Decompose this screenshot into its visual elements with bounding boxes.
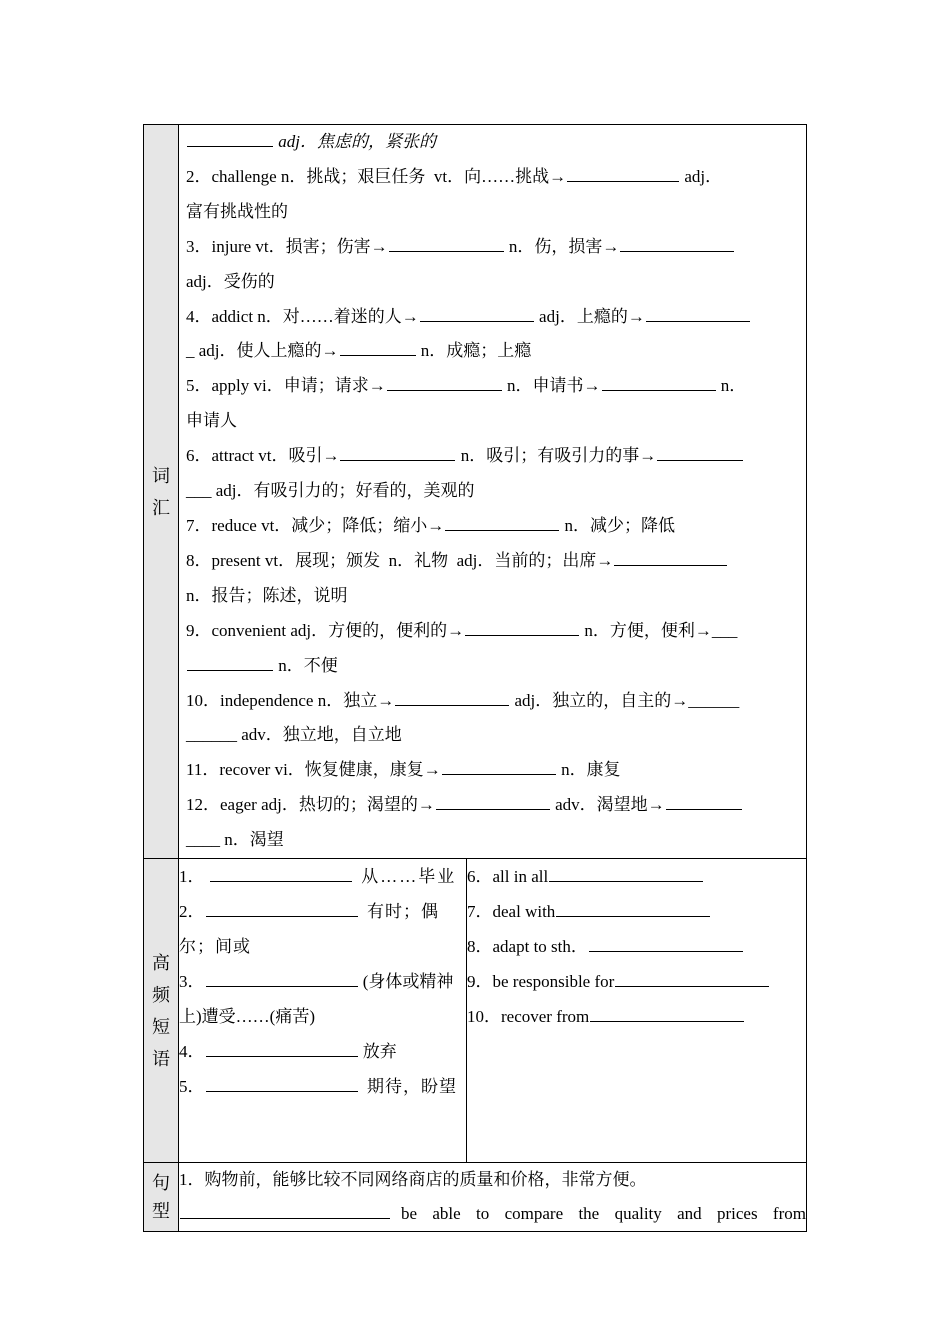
answer-blank[interactable] xyxy=(206,968,358,987)
phrase-item-7: 7．deal with xyxy=(467,894,806,929)
sentence-word: to xyxy=(476,1204,490,1224)
vocab-item-2: 2．challenge n．挑战；艰巨任务 vt．向……挑战→ adj． xyxy=(186,160,798,195)
sentence-word: be xyxy=(401,1204,418,1224)
answer-blank[interactable] xyxy=(602,372,716,391)
vocab-item-6: 6．attract vt．吸引→ n．吸引；有吸引力的事→ xyxy=(186,439,798,474)
sentence-word: and xyxy=(677,1204,702,1224)
phrase-item-9: 9．be responsible for xyxy=(467,964,806,999)
answer-blank[interactable] xyxy=(395,687,509,706)
phrase-item-1: 1． 从……毕业 xyxy=(179,859,466,894)
answer-blank[interactable] xyxy=(465,617,579,636)
sentence-word: prices xyxy=(716,1204,758,1224)
vocab-item-5: 5．apply vi．申请；请求→ n．申请书→ n． xyxy=(186,369,798,404)
answer-blank[interactable] xyxy=(206,898,358,917)
phrase-item-8: 8．adapt to sth． xyxy=(467,929,806,964)
answer-blank[interactable] xyxy=(567,163,679,182)
answer-blank[interactable] xyxy=(206,1038,358,1057)
answer-blank[interactable] xyxy=(666,791,742,810)
answer-blank[interactable] xyxy=(556,898,710,917)
review-table xyxy=(143,124,807,1232)
phrase-list-left xyxy=(179,859,467,1163)
answer-blank[interactable] xyxy=(590,1003,744,1022)
answer-blank[interactable] xyxy=(340,442,455,461)
vocab-item-4: 4．addict n．对……着迷的人→ adj．上瘾的→ xyxy=(186,300,798,335)
answer-blank[interactable] xyxy=(614,547,727,566)
vocab-item-12: 12．eager adj．热切的；渴望的→ adv．渴望地→ xyxy=(186,788,798,823)
phrase-item-4: 4． 放弃 xyxy=(179,1034,466,1069)
vocab-item-10: 10．independence n．独立→ adj．独立的，自主的→______ xyxy=(186,684,798,719)
sentence-word: compare xyxy=(504,1204,564,1224)
sentence-word: quality xyxy=(614,1204,662,1224)
answer-blank[interactable] xyxy=(420,303,534,322)
answer-blank[interactable] xyxy=(206,1073,358,1092)
sentence-word: from xyxy=(772,1204,806,1224)
phrase-item-2: 2． 有时；偶尔；间或 xyxy=(179,894,466,964)
answer-blank[interactable] xyxy=(389,233,504,252)
phrase-item-3: 3． (身体或精神上)遭受……(痛苦) xyxy=(179,964,466,1034)
sentence-section-label: 句 型 xyxy=(144,1163,179,1232)
sentence-content xyxy=(179,1163,807,1232)
answer-blank[interactable] xyxy=(589,933,743,952)
answer-blank[interactable] xyxy=(387,372,502,391)
phrase-item-5: 5． 期待，盼望 xyxy=(179,1069,466,1104)
sentence-1-english-words xyxy=(401,1197,806,1231)
phrase-item-10: 10．recover from xyxy=(467,999,806,1034)
sentence-1-english xyxy=(179,1197,806,1231)
answer-blank[interactable] xyxy=(615,968,769,987)
answer-blank[interactable] xyxy=(657,442,743,461)
vocab-content: adj．焦虑的，紧张的 2．challenge n．挑战；艰巨任务 vt．向……挑战→ adj． 富有挑战性的 3．injure vt．损害；伤害→ n．伤，损害→ adj．受伤的 4．addict n．对……着迷的人→ adj．上瘾的→ _ adj．使人上瘾的→ n．成瘾；上瘾 5．apply vi．申请；请求→ n．申请书→ n． 申请人 6．attract vt．吸引→ n．吸引；有吸引力的事→ ___ adj．有吸引力的；好看的，美观的 7．reduce vt．减少；降低；缩小→ n．减少；降低 8．present vt．展现；颁发 n．礼物 adj．当前的；出席→ n．报告；陈述，说明 9．convenient adj．方便的，便利的→ n．方便，便利→___ n．不便 10．independence n．独立→ adj．独立的，自主的→______ ______ adv．独立地，自立地 11．recover vi．恢复健康，康复→ n．康复 12．eager adj．热切的；渴望的→ adv．渴望地→ ____ n．渴望 xyxy=(179,125,807,859)
phrase-list-right xyxy=(467,859,807,1163)
vocab-item-8: 8．present vt．展现；颁发 n．礼物 adj．当前的；出席→ xyxy=(186,544,798,579)
sentence-1-chinese: 1．购物前，能够比较不同网络商店的质量和价格，非常方便。 xyxy=(179,1170,647,1190)
answer-blank[interactable] xyxy=(620,233,734,252)
vocab-item-3: 3．injure vt．损害；伤害→ n．伤，损害→ xyxy=(186,230,798,265)
answer-blank[interactable] xyxy=(646,303,750,322)
vocab-item-7: 7．reduce vt．减少；降低；缩小→ n．减少；降低 xyxy=(186,509,798,544)
answer-blank[interactable] xyxy=(340,337,416,356)
answer-blank[interactable] xyxy=(442,756,556,775)
answer-blank[interactable] xyxy=(436,791,550,810)
vocab-line-0: adj．焦虑的，紧张的 xyxy=(186,125,798,160)
vocab-section-label: 词 汇 xyxy=(144,125,179,859)
vocab-item-9: 9．convenient adj．方便的，便利的→ n．方便，便利→___ xyxy=(186,614,798,649)
worksheet xyxy=(143,124,807,1232)
phrase-item-6: 6．all in all xyxy=(467,859,806,894)
answer-blank[interactable] xyxy=(445,512,559,531)
answer-blank[interactable] xyxy=(187,652,273,671)
answer-blank[interactable] xyxy=(180,1200,390,1219)
answer-blank[interactable] xyxy=(210,863,352,882)
answer-blank[interactable] xyxy=(187,128,273,147)
vocab-item-11: 11．recover vi．恢复健康，康复→ n．康复 xyxy=(186,753,798,788)
phrase-section-label: 高 频 短 语 xyxy=(144,859,179,1163)
sentence-word: able xyxy=(432,1204,461,1224)
sentence-word: the xyxy=(578,1204,600,1224)
answer-blank[interactable] xyxy=(549,863,703,882)
